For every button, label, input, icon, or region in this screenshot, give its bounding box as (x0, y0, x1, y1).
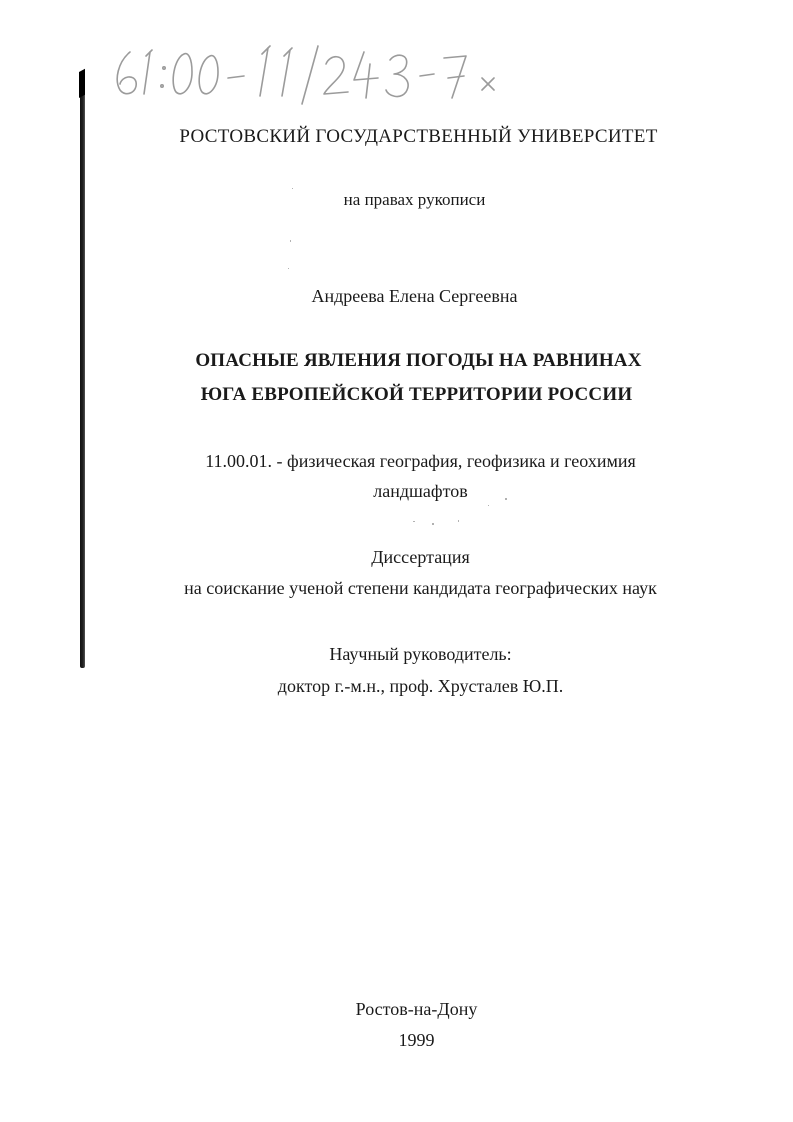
scan-speck (488, 505, 489, 506)
author-name: Андреева Елена Сергеевна (311, 286, 518, 306)
scan-speck (458, 520, 459, 522)
supervisor-name: доктор г.-м.н., проф. Хрусталев Ю.П. (277, 676, 564, 696)
university-name: РОСТОВСКИЙ ГОСУДАРСТВЕННЫЙ УНИВЕРСИТЕТ (179, 126, 658, 147)
manuscript-note: на правах рукописи (343, 190, 486, 209)
scan-speck (288, 268, 289, 269)
specialty-continuation-line: ландшафтов (373, 481, 468, 501)
specialty-code-line: 11.00.01. - физическая география, геофизика и геохимия (205, 451, 636, 471)
scan-speck (413, 521, 415, 522)
scan-speck (290, 240, 291, 242)
publication-city: Ростов-на-Дону (355, 999, 478, 1019)
scan-speck (432, 523, 434, 525)
publication-year: 1999 (398, 1030, 435, 1050)
scan-speck (292, 188, 293, 189)
dissertation-title-line-1: ОПАСНЫЕ ЯВЛЕНИЯ ПОГОДЫ НА РАВНИНАХ (195, 350, 642, 371)
scan-speck (505, 498, 507, 500)
supervisor-label: Научный руководитель: (329, 644, 512, 664)
handwritten-catalog-mark (108, 38, 508, 108)
dissertation-title-line-2: ЮГА ЕВРОПЕЙСКОЙ ТЕРРИТОРИИ РОССИИ (200, 384, 633, 405)
degree-statement: на соискание ученой степени кандидата географических наук (184, 578, 657, 598)
dissertation-label: Диссертация (371, 547, 470, 567)
